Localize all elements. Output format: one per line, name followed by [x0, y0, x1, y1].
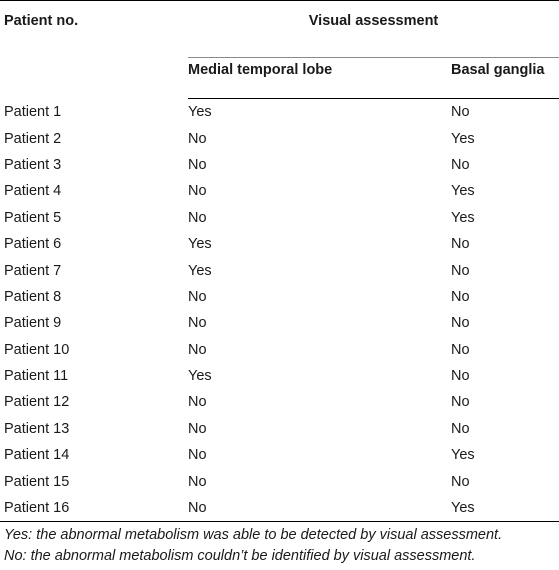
table-row	[0, 337, 559, 363]
cell-basal-ganglia: No	[451, 394, 470, 411]
table-row	[0, 99, 559, 126]
header-row-1	[0, 1, 559, 58]
cell-medial-temporal-lobe: No	[188, 156, 207, 173]
table-row	[0, 468, 559, 494]
cell-medial-temporal-lobe: No	[188, 420, 207, 437]
cell-patient: Patient 3	[4, 156, 62, 173]
cell-basal-ganglia: No	[451, 104, 470, 121]
table-row	[0, 442, 559, 468]
cell-medial-temporal-lobe: Yes	[188, 104, 212, 121]
header-visual-assessment	[188, 1, 559, 58]
cell-basal-ganglia: No	[451, 315, 470, 332]
table-row	[0, 178, 559, 204]
table-body	[0, 99, 559, 522]
cell-medial-temporal-lobe: Yes	[188, 262, 212, 279]
cell-medial-temporal-lobe: No	[188, 183, 207, 200]
cell-medial-temporal-lobe: Yes	[188, 368, 212, 385]
cell-patient: Patient 12	[4, 394, 70, 411]
cell-basal-ganglia: No	[451, 420, 470, 437]
table-row	[0, 389, 559, 415]
cell-basal-ganglia: No	[451, 236, 470, 253]
cell-patient: Patient 6	[4, 236, 62, 253]
cell-basal-ganglia: Yes	[451, 183, 475, 200]
table-row	[0, 284, 559, 310]
cell-basal-ganglia: No	[451, 288, 470, 305]
footnote-yes: Yes: the abnormal metabolism was able to be detected by visual assessment.	[4, 527, 503, 543]
cell-medial-temporal-lobe: No	[188, 315, 207, 332]
cell-medial-temporal-lobe: No	[188, 288, 207, 305]
table-footnotes	[4, 525, 502, 567]
cell-basal-ganglia: No	[451, 473, 470, 490]
cell-patient: Patient 4	[4, 183, 62, 200]
cell-medial-temporal-lobe: Yes	[188, 236, 212, 253]
cell-medial-temporal-lobe: No	[188, 394, 207, 411]
cell-medial-temporal-lobe: No	[188, 473, 207, 490]
cell-patient: Patient 7	[4, 262, 62, 279]
header-visual-assessment-label: Visual assessment	[308, 13, 439, 29]
cell-patient: Patient 5	[4, 209, 62, 226]
cell-basal-ganglia: No	[451, 262, 470, 279]
table-header	[0, 1, 559, 99]
cell-basal-ganglia: Yes	[451, 447, 475, 464]
table-row	[0, 310, 559, 336]
table-row	[0, 205, 559, 231]
cell-medial-temporal-lobe: No	[188, 341, 207, 358]
cell-patient: Patient 8	[4, 288, 62, 305]
cell-patient: Patient 9	[4, 315, 62, 332]
cell-patient: Patient 2	[4, 130, 62, 147]
table-row	[0, 125, 559, 151]
header-patient-no: Patient no.	[0, 1, 188, 99]
cell-patient: Patient 14	[4, 447, 70, 464]
cell-patient: Patient 15	[4, 473, 70, 490]
table-row	[0, 363, 559, 389]
cell-basal-ganglia: Yes	[451, 495, 559, 522]
cell-basal-ganglia: Yes	[451, 209, 475, 226]
cell-patient: Patient 1	[4, 103, 62, 120]
table-row	[0, 495, 559, 522]
cell-basal-ganglia: No	[451, 368, 470, 385]
cell-medial-temporal-lobe: No	[188, 130, 207, 147]
cell-medial-temporal-lobe: No	[188, 495, 451, 522]
cell-medial-temporal-lobe: No	[188, 209, 207, 226]
cell-basal-ganglia: No	[451, 341, 470, 358]
cell-patient: Patient 11	[4, 368, 69, 385]
cell-medial-temporal-lobe: No	[188, 447, 207, 464]
footnote-no: No: the abnormal metabolism couldn’t be identified by visual assessment.	[4, 548, 476, 564]
cell-patient: Patient 13	[4, 420, 70, 437]
header-medial-temporal-lobe: Medial temporal lobe	[188, 58, 451, 99]
table-row	[0, 257, 559, 283]
cell-patient: Patient 16	[0, 495, 188, 522]
cell-patient: Patient 10	[4, 341, 70, 358]
table-row	[0, 416, 559, 442]
table-row	[0, 152, 559, 178]
header-basal-ganglia: Basal ganglia	[451, 58, 559, 99]
table-row	[0, 231, 559, 257]
cell-basal-ganglia: No	[451, 156, 470, 173]
cell-basal-ganglia: Yes	[451, 130, 475, 147]
